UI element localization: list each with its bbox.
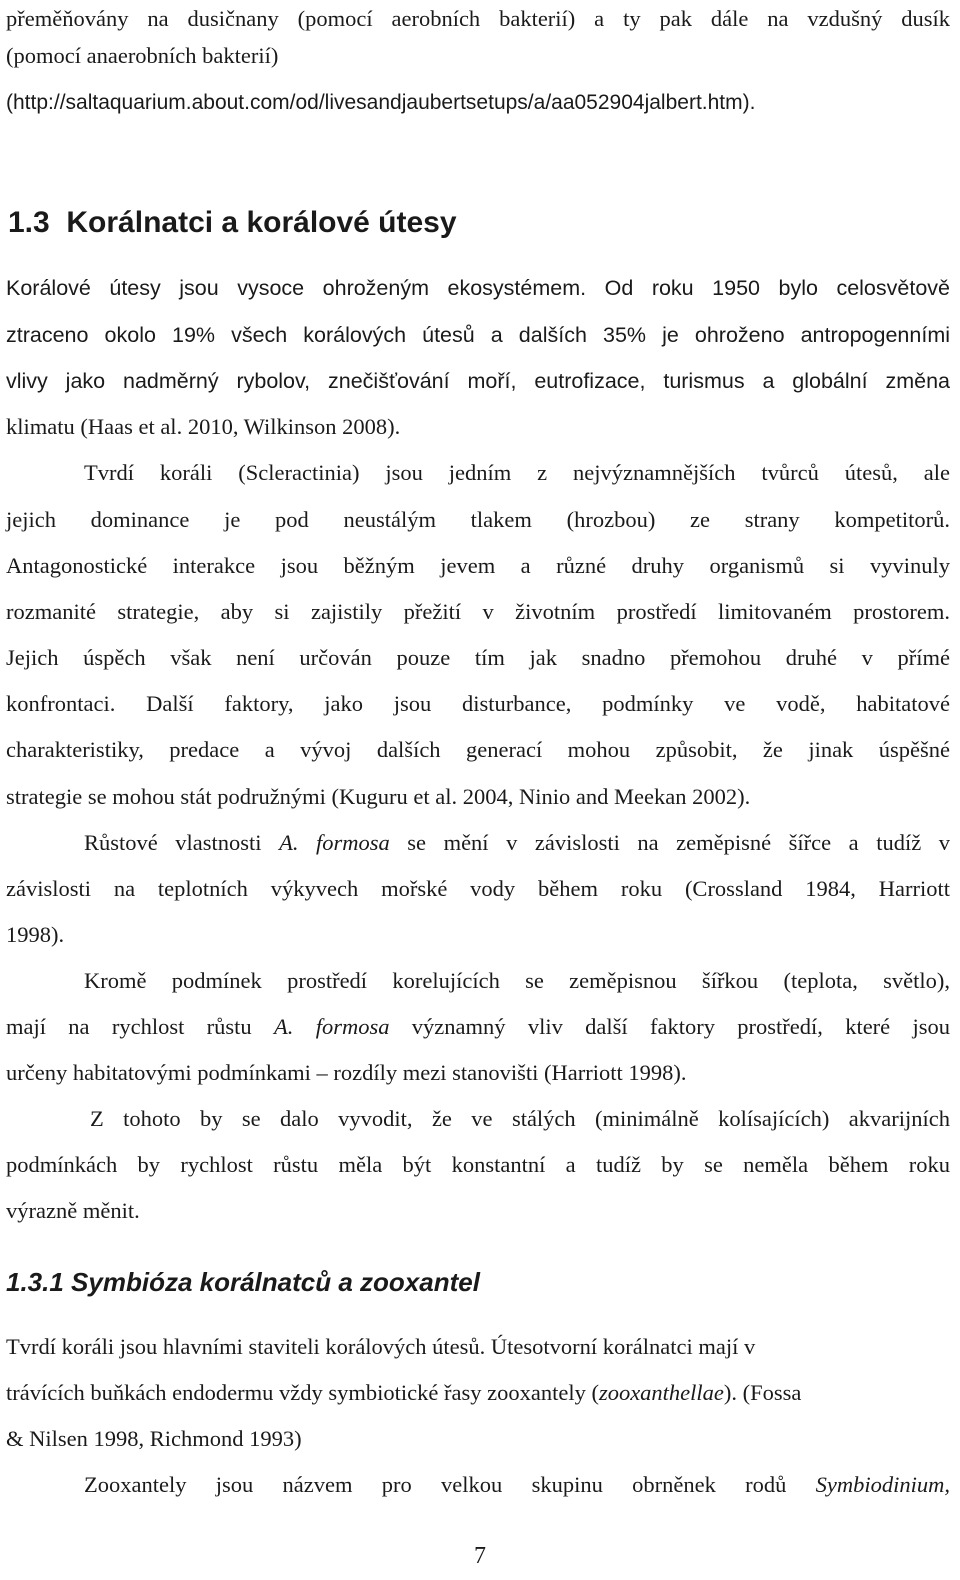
text-span: trávících buňkách endodermu vždy symbiotické řasy zooxantely ( <box>6 1380 599 1405</box>
page-number: 7 <box>474 1543 486 1569</box>
text-line: jejich dominance je pod neustálým tlakem (hrozbou) ze strany kompetitorů. <box>6 507 950 532</box>
text-line: Kromě podmínek prostředí korelujících se zeměpisnou šířkou (teplota, světlo), <box>84 968 950 993</box>
subsection-heading-1-3-1: 1.3.1 Symbióza korálnatců a zooxantel <box>6 1267 480 1297</box>
text-line: 1998). <box>6 922 65 947</box>
text-line: přeměňovány na dusičnany (pomocí aerobních bakterií) a ty pak dále na vzdušný dusík <box>6 6 950 31</box>
text-line: Tvrdí koráli jsou hlavními staviteli korálových útesů. Útesotvorní korálnatci mají v <box>6 1334 756 1359</box>
text-span: se mění v závislosti na zeměpisné šířce a tudíž v <box>389 830 950 855</box>
text-line <box>84 1470 950 1500</box>
text-span: ). (Fossa <box>723 1380 802 1405</box>
taxon-name: zooxanthellae <box>598 1380 724 1405</box>
text-line: Korálové útesy jsou vysoce ohroženým ekosystémem. Od roku 1950 bylo celosvětově <box>6 276 950 300</box>
section-number: 1.3 <box>8 206 50 239</box>
text-line: charakteristiky, predace a vývoj dalších generací mohou způsobit, že jinak úspěšné <box>6 737 950 762</box>
text-line <box>6 1012 950 1042</box>
text-line: Tvrdí koráli (Scleractinia) jsou jedním z nejvýznamnějších tvůrců útesů, ale <box>84 460 950 485</box>
section-heading-1-3 <box>8 205 457 241</box>
text-line: Jejich úspěch však není určován pouze tím jak snadno přemohou druhé v přímé <box>6 645 950 670</box>
text-line: konfrontaci. Další faktory, jako jsou disturbance, podmínky ve vodě, habitatové <box>6 691 950 716</box>
text-line: podmínkách by rychlost růstu měla být konstantní a tudíž by se neměla během roku <box>6 1152 950 1177</box>
text-span: Růstové vlastnosti <box>84 830 280 855</box>
text-line: rozmanité strategie, aby si zajistily přežití v životním prostředí limitovaném prostorem. <box>6 599 950 624</box>
text-span: Zooxantely jsou názvem pro velkou skupinu obrněnek rodů <box>84 1472 816 1497</box>
text-line: Antagonostické interakce jsou běžným jevem a různé druhy organismů si vyvinuly <box>6 553 950 578</box>
text-line: klimatu (Haas et al. 2010, Wilkinson 2008). <box>6 414 401 439</box>
genus-name: Symbiodinium, <box>815 1472 950 1497</box>
text-line <box>6 1378 950 1408</box>
url-reference[interactable]: (http://saltaquarium.about.com/od/livesandjaubertsetups/a/aa052904jalbert.htm). <box>6 91 756 114</box>
text-line <box>84 828 950 858</box>
text-line: vlivy jako nadměrný rybolov, znečišťování moří, eutrofizace, turismus a globální změna <box>6 369 950 393</box>
text-span: mají na rychlost růstu <box>6 1014 275 1039</box>
text-line: strategie se mohou stát podružnými (Kuguru et al. 2004, Ninio and Meekan 2002). <box>6 784 751 809</box>
text-line: Z tohoto by se dalo vyvodit, že ve stálých (minimálně kolísajících) akvarijních <box>90 1106 950 1131</box>
section-title: Korálnatci a korálové útesy <box>66 206 457 239</box>
text-span: významný vliv další faktory prostředí, které jsou <box>389 1014 950 1039</box>
text-line: určeny habitatovými podmínkami – rozdíly mezi stanovišti (Harriott 1998). <box>6 1060 687 1085</box>
text-line: výrazně měnit. <box>6 1198 140 1223</box>
species-name: A. formosa <box>274 1014 390 1039</box>
species-name: A. formosa <box>279 830 390 855</box>
text-line: & Nilsen 1998, Richmond 1993) <box>6 1426 302 1451</box>
text-line: závislosti na teplotních výkyvech mořské vody během roku (Crossland 1984, Harriott <box>6 876 950 901</box>
text-line: (pomocí anaerobních bakterií) <box>6 43 279 68</box>
text-line: ztraceno okolo 19% všech korálových útesů a dalších 35% je ohroženo antropogenními <box>6 323 950 347</box>
